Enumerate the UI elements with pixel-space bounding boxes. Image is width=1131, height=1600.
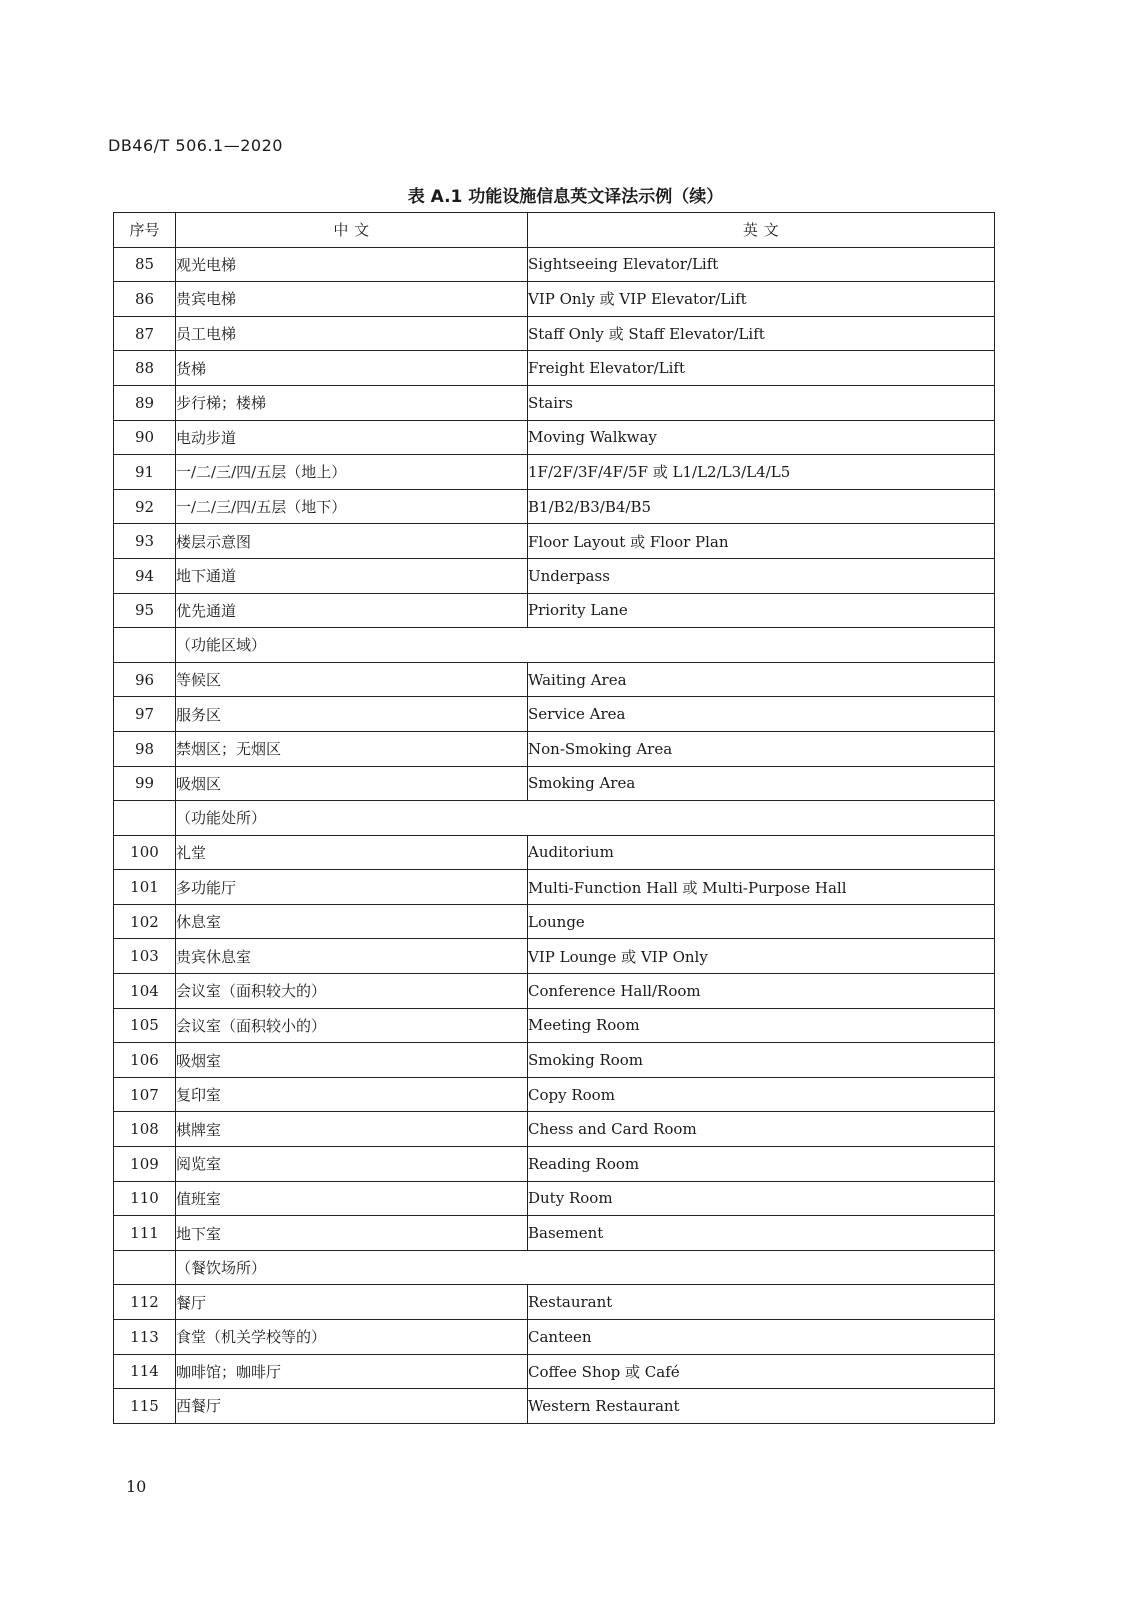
chinese-term: 步行梯；楼梯: [176, 385, 528, 420]
chinese-term: 服务区: [176, 697, 528, 732]
table-row: [114, 939, 995, 974]
english-translation: Restaurant: [528, 1285, 995, 1320]
english-translation: Copy Room: [528, 1077, 995, 1112]
section-heading: （功能处所）: [176, 801, 995, 836]
chinese-term: 会议室（面积较大的）: [176, 974, 528, 1009]
english-translation: Stairs: [528, 385, 995, 420]
english-translation: 1F/2F/3F/4F/5F 或 L1/L2/L3/L4/L5: [528, 455, 995, 490]
table-row: [114, 904, 995, 939]
row-number: 111: [114, 1216, 176, 1251]
table-row: [114, 524, 995, 559]
row-number: 101: [114, 870, 176, 905]
english-translation: Auditorium: [528, 835, 995, 870]
section-number-cell: [114, 1250, 176, 1285]
english-translation: Moving Walkway: [528, 420, 995, 455]
chinese-term: 复印室: [176, 1077, 528, 1112]
table-title: 表 A.1 功能设施信息英文译法示例（续）: [407, 187, 724, 207]
table-row: [114, 1320, 995, 1355]
table-row: [114, 316, 995, 351]
table-row: [114, 593, 995, 628]
table-row: [114, 766, 995, 801]
english-translation: Freight Elevator/Lift: [528, 351, 995, 386]
table-row: [114, 1112, 995, 1147]
table-row: [114, 455, 995, 490]
table-row: [114, 1354, 995, 1389]
row-number: 95: [114, 593, 176, 628]
english-translation: Smoking Room: [528, 1043, 995, 1078]
english-translation: Multi-Function Hall 或 Multi-Purpose Hall: [528, 870, 995, 905]
section-number-cell: [114, 628, 176, 663]
table-row: [114, 870, 995, 905]
chinese-term: 咖啡馆；咖啡厅: [176, 1354, 528, 1389]
section-heading: （餐饮场所）: [176, 1250, 995, 1285]
chinese-term: 休息室: [176, 904, 528, 939]
english-translation: Basement: [528, 1216, 995, 1251]
row-number: 97: [114, 697, 176, 732]
column-header-chinese: 中 文: [176, 213, 528, 248]
chinese-term: 食堂（机关学校等的）: [176, 1320, 528, 1355]
table-row: [114, 420, 995, 455]
translation-table: [113, 212, 995, 1424]
english-translation: Chess and Card Room: [528, 1112, 995, 1147]
chinese-term: 吸烟室: [176, 1043, 528, 1078]
row-number: 107: [114, 1077, 176, 1112]
english-translation: Staff Only 或 Staff Elevator/Lift: [528, 316, 995, 351]
chinese-term: 楼层示意图: [176, 524, 528, 559]
chinese-term: 观光电梯: [176, 247, 528, 282]
row-number: 113: [114, 1320, 176, 1355]
row-number: 114: [114, 1354, 176, 1389]
table-row: [114, 1077, 995, 1112]
english-translation: Reading Room: [528, 1147, 995, 1182]
chinese-term: 等候区: [176, 662, 528, 697]
table-row: [114, 1008, 995, 1043]
english-translation: Canteen: [528, 1320, 995, 1355]
table-row: [114, 1043, 995, 1078]
chinese-term: 贵宾休息室: [176, 939, 528, 974]
english-translation: Meeting Room: [528, 1008, 995, 1043]
table-row: [114, 1181, 995, 1216]
row-number: 106: [114, 1043, 176, 1078]
row-number: 99: [114, 766, 176, 801]
table-row: [114, 385, 995, 420]
table-body: [114, 247, 995, 1423]
row-number: 110: [114, 1181, 176, 1216]
table-row: [114, 1285, 995, 1320]
chinese-term: 西餐厅: [176, 1389, 528, 1424]
row-number: 96: [114, 662, 176, 697]
chinese-term: 棋牌室: [176, 1112, 528, 1147]
section-row: [114, 801, 995, 836]
row-number: 85: [114, 247, 176, 282]
row-number: 94: [114, 558, 176, 593]
row-number: 98: [114, 731, 176, 766]
english-translation: Non-Smoking Area: [528, 731, 995, 766]
english-translation: Smoking Area: [528, 766, 995, 801]
row-number: 100: [114, 835, 176, 870]
row-number: 103: [114, 939, 176, 974]
page-number: 10: [126, 1477, 147, 1496]
english-translation: Lounge: [528, 904, 995, 939]
chinese-term: 阅览室: [176, 1147, 528, 1182]
table-row: [114, 731, 995, 766]
section-row: [114, 1250, 995, 1285]
chinese-term: 多功能厅: [176, 870, 528, 905]
table-row: [114, 835, 995, 870]
english-translation: Underpass: [528, 558, 995, 593]
english-translation: Western Restaurant: [528, 1389, 995, 1424]
english-translation: Coffee Shop 或 Café: [528, 1354, 995, 1389]
document-code: DB46/T 506.1—2020: [108, 136, 283, 155]
row-number: 86: [114, 282, 176, 317]
english-translation: VIP Lounge 或 VIP Only: [528, 939, 995, 974]
chinese-term: 禁烟区；无烟区: [176, 731, 528, 766]
chinese-term: 地下室: [176, 1216, 528, 1251]
chinese-term: 餐厅: [176, 1285, 528, 1320]
table-row: [114, 1147, 995, 1182]
table-row: [114, 351, 995, 386]
table-row: [114, 247, 995, 282]
table-row: [114, 489, 995, 524]
table-row: [114, 1216, 995, 1251]
section-number-cell: [114, 801, 176, 836]
chinese-term: 货梯: [176, 351, 528, 386]
row-number: 105: [114, 1008, 176, 1043]
row-number: 108: [114, 1112, 176, 1147]
chinese-term: 优先通道: [176, 593, 528, 628]
english-translation: Duty Room: [528, 1181, 995, 1216]
english-translation: Waiting Area: [528, 662, 995, 697]
chinese-term: 礼堂: [176, 835, 528, 870]
chinese-term: 值班室: [176, 1181, 528, 1216]
table-row: [114, 282, 995, 317]
row-number: 102: [114, 904, 176, 939]
english-translation: Priority Lane: [528, 593, 995, 628]
english-translation: Service Area: [528, 697, 995, 732]
chinese-term: 员工电梯: [176, 316, 528, 351]
table-row: [114, 1389, 995, 1424]
table-row: [114, 974, 995, 1009]
row-number: 93: [114, 524, 176, 559]
english-translation: Conference Hall/Room: [528, 974, 995, 1009]
section-heading: （功能区域）: [176, 628, 995, 663]
english-translation: B1/B2/B3/B4/B5: [528, 489, 995, 524]
section-row: [114, 628, 995, 663]
row-number: 89: [114, 385, 176, 420]
english-translation: Floor Layout 或 Floor Plan: [528, 524, 995, 559]
chinese-term: 贵宾电梯: [176, 282, 528, 317]
row-number: 90: [114, 420, 176, 455]
row-number: 87: [114, 316, 176, 351]
row-number: 92: [114, 489, 176, 524]
row-number: 112: [114, 1285, 176, 1320]
column-header-number: 序号: [114, 213, 176, 248]
row-number: 91: [114, 455, 176, 490]
table-row: [114, 662, 995, 697]
chinese-term: 一/二/三/四/五层（地上）: [176, 455, 528, 490]
chinese-term: 一/二/三/四/五层（地下）: [176, 489, 528, 524]
chinese-term: 电动步道: [176, 420, 528, 455]
english-translation: Sightseeing Elevator/Lift: [528, 247, 995, 282]
chinese-term: 吸烟区: [176, 766, 528, 801]
table-row: [114, 697, 995, 732]
table-row: [114, 558, 995, 593]
row-number: 88: [114, 351, 176, 386]
english-translation: VIP Only 或 VIP Elevator/Lift: [528, 282, 995, 317]
row-number: 109: [114, 1147, 176, 1182]
chinese-term: 地下通道: [176, 558, 528, 593]
table-header-row: [114, 213, 995, 248]
row-number: 104: [114, 974, 176, 1009]
row-number: 115: [114, 1389, 176, 1424]
column-header-english: 英 文: [528, 213, 995, 248]
chinese-term: 会议室（面积较小的）: [176, 1008, 528, 1043]
